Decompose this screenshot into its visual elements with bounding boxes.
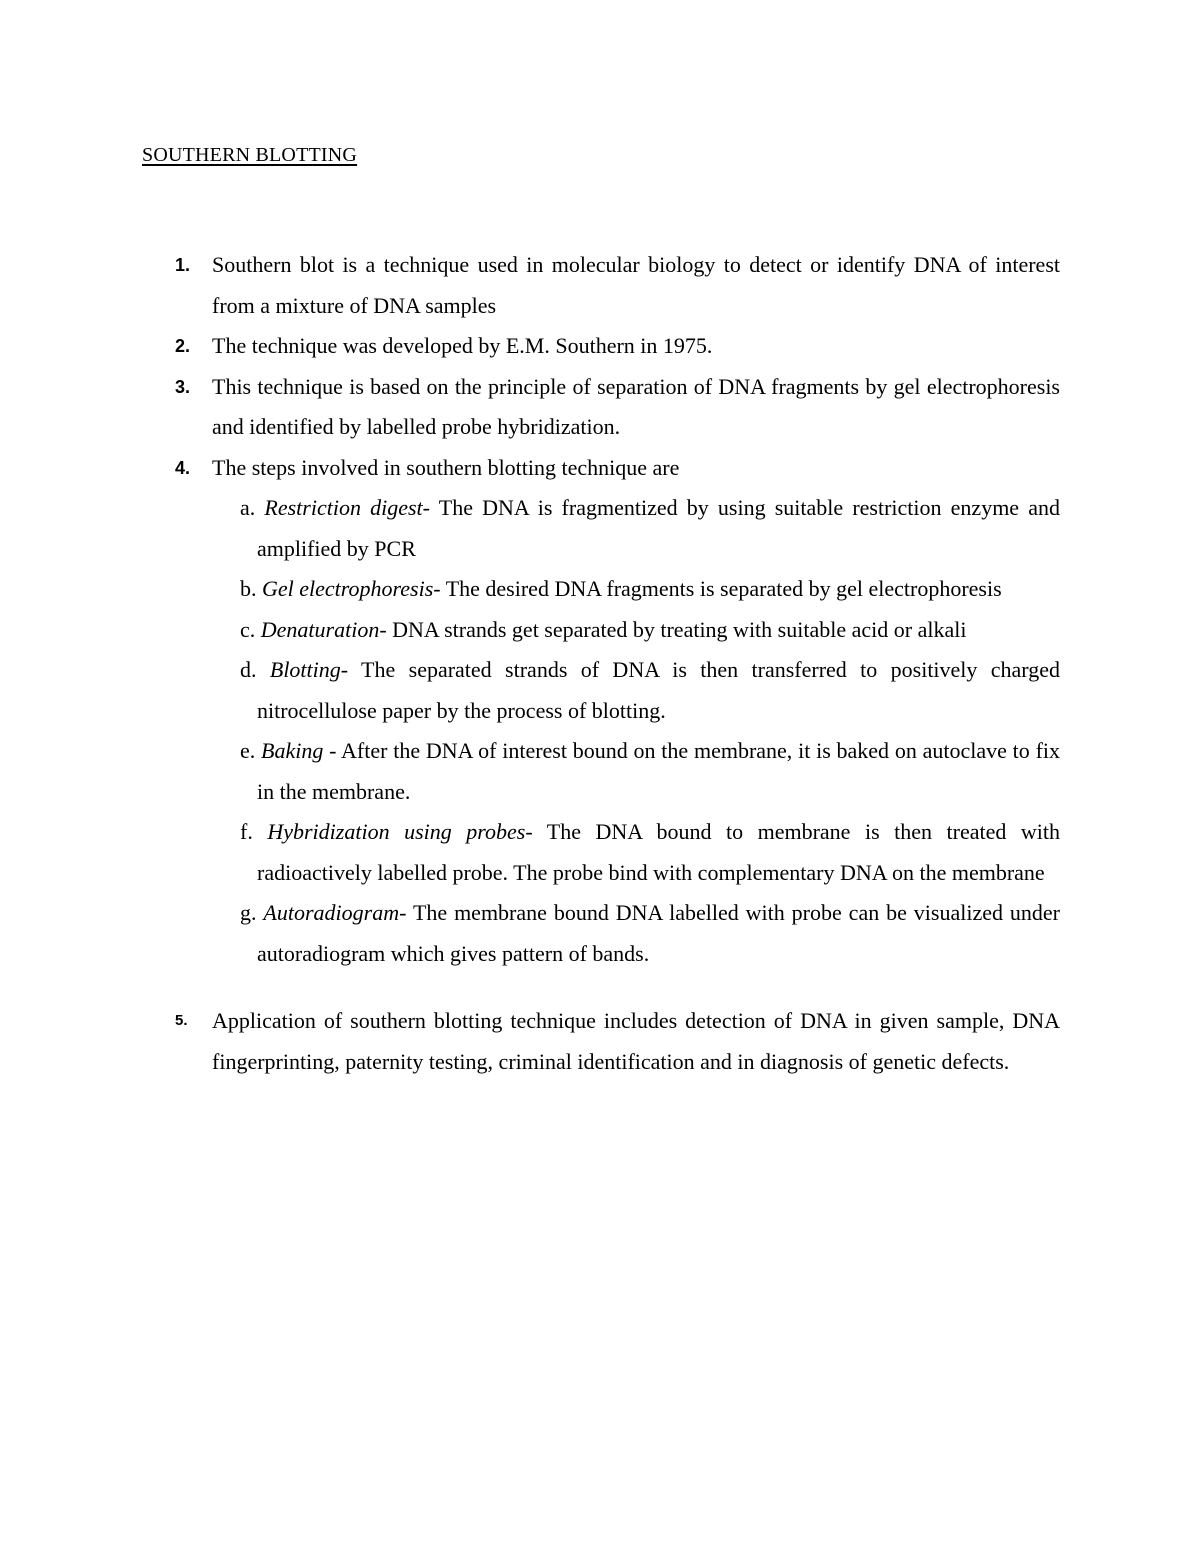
steps-list — [212, 488, 1060, 974]
step-description: - The DNA is fragmentized by using suitable restriction enzyme and amplified by PCR — [257, 495, 1060, 561]
step-letter: g. — [240, 900, 264, 925]
list-item — [142, 367, 1060, 448]
list-item — [142, 245, 1060, 326]
step-description: - The separated strands of DNA is then transferred to positively charged nitrocellulose paper by the process of blotting. — [257, 657, 1061, 723]
step-item — [212, 650, 1060, 731]
item-text: This technique is based on the principle of separation of DNA fragments by gel electrophoresis and identified by labelled probe hybridization. — [212, 373, 1060, 439]
step-term: Blotting — [269, 657, 341, 682]
item-text: The steps involved in southern blotting technique are — [212, 454, 680, 480]
list-item — [142, 326, 1060, 367]
step-term: Baking — [261, 738, 324, 763]
step-term: Gel electrophoresis — [262, 576, 434, 601]
item-text: Application of southern blotting technique includes detection of DNA in given sample, DNA fingerprinting, paternity testing, criminal identification and in diagnosis of genetic defects. — [212, 1008, 1060, 1074]
step-letter: b. — [240, 576, 262, 601]
step-item — [212, 488, 1060, 569]
step-item — [212, 893, 1060, 974]
step-description: - After the DNA of interest bound on the membrane, it is baked on autoclave to fix in the membrane. — [257, 738, 1061, 804]
item-number: 2. — [175, 336, 191, 356]
list-item — [142, 448, 1060, 975]
item-number: 5. — [175, 1012, 188, 1029]
step-item — [212, 569, 1060, 610]
step-term: Restriction digest — [264, 495, 423, 520]
item-text: The technique was developed by E.M. Southern in 1975. — [212, 333, 713, 358]
item-number: 1. — [175, 255, 191, 275]
step-term: Hybridization using probes — [267, 819, 526, 844]
step-item — [212, 610, 1060, 651]
step-item — [212, 812, 1060, 893]
document-title: SOUTHERN BLOTTING — [142, 144, 358, 166]
step-description: - DNA strands get separated by treating with suitable acid or alkali — [379, 616, 967, 642]
list-item — [142, 1001, 1060, 1082]
item-number: 3. — [175, 376, 191, 397]
step-term: Denaturation — [260, 616, 380, 642]
step-letter: d. — [240, 657, 270, 682]
step-letter: f. — [240, 819, 268, 844]
step-term: Autoradiogram — [263, 900, 400, 925]
item-text: Southern blot is a technique used in molecular biology to detect or identify DNA of interest from a mixture of DNA samples — [212, 252, 1060, 318]
step-description: - The desired DNA fragments is separated by gel electrophoresis — [433, 576, 1002, 601]
step-letter: c. — [240, 616, 261, 642]
step-description: - The membrane bound DNA labelled with probe can be visualized under autoradiogram which gives pattern of bands. — [257, 900, 1061, 966]
step-description: - The DNA bound to membrane is then treated with radioactively labelled probe. The probe bind with complementary DNA on the membrane — [257, 819, 1060, 885]
step-letter: a. — [240, 495, 265, 520]
item-number: 4. — [175, 457, 191, 478]
step-item — [212, 731, 1060, 812]
main-list — [142, 245, 1060, 1082]
step-letter: e. — [240, 738, 262, 763]
